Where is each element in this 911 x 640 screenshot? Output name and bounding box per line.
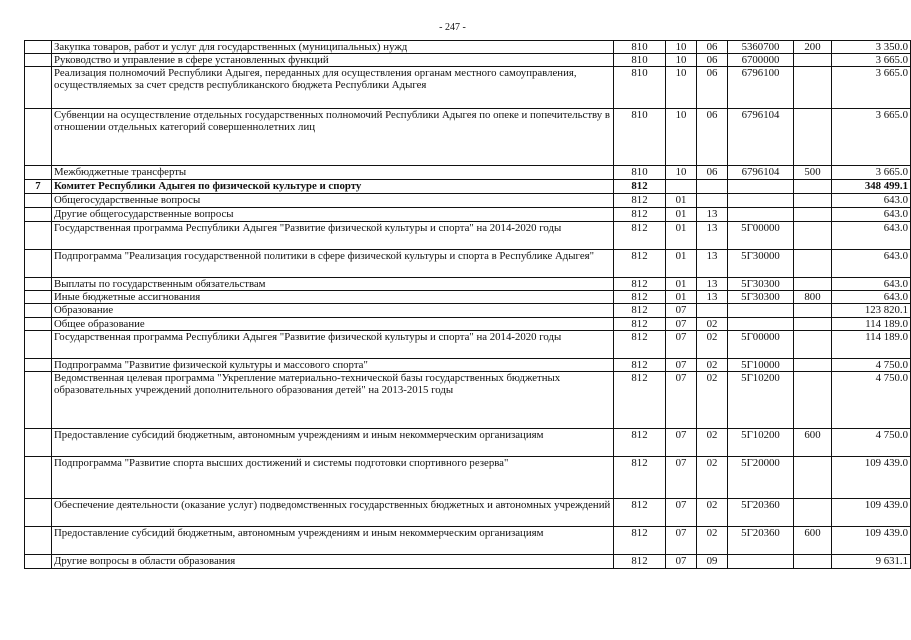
amount: 643.0 [832,278,911,291]
ministry-code: 812 [614,499,666,527]
subsection-code: 13 [697,222,728,250]
expense-type-code [794,457,832,499]
table-row [25,180,911,194]
subsection-code: 13 [697,291,728,304]
row-number [25,372,52,429]
expense-type-code: 600 [794,429,832,457]
row-number [25,67,52,109]
expense-type-code [794,194,832,208]
expense-type-code [794,54,832,67]
row-number [25,194,52,208]
target-article-code: 5Г10200 [728,372,794,429]
page-number: - 247 - [439,22,466,33]
table-row [25,359,911,372]
expense-type-code [794,180,832,194]
row-name: Ведомственная целевая программа "Укрепление материально-технической базы государственных бюджетных образовательных учреждений дополнительного образования детей" на 2013-2015 годы [52,372,614,429]
row-name: Руководство и управление в сфере установленных функций [52,54,614,67]
row-number [25,457,52,499]
amount: 3 665.0 [832,109,911,166]
subsection-code: 13 [697,278,728,291]
ministry-code: 810 [614,166,666,180]
row-number [25,555,52,569]
row-name: Предоставление субсидий бюджетным, автономным учреждениям и иным некоммерческим организациям [52,527,614,555]
row-name: Подпрограмма "Развитие физической культуры и массового спорта" [52,359,614,372]
expense-type-code [794,331,832,359]
target-article-code: 6796100 [728,67,794,109]
subsection-code: 13 [697,250,728,278]
row-number [25,222,52,250]
table-row [25,555,911,569]
ministry-code: 810 [614,67,666,109]
section-code: 07 [666,359,697,372]
row-name: Субвенции на осуществление отдельных государственных полномочий Республики Адыгея по опеке и попечительству в отношении отдельных категорий совершеннолетних лиц [52,109,614,166]
expense-type-code [794,372,832,429]
subsection-code: 02 [697,318,728,331]
row-name: Межбюджетные трансферты [52,166,614,180]
ministry-code: 810 [614,54,666,67]
amount: 3 350.0 [832,41,911,54]
expense-type-code: 600 [794,527,832,555]
target-article-code: 5Г00000 [728,222,794,250]
amount: 643.0 [832,208,911,222]
amount: 643.0 [832,291,911,304]
row-name: Государственная программа Республики Адыгея "Развитие физической культуры и спорта" на 2014-2020 годы [52,222,614,250]
table-row [25,67,911,109]
table-row [25,291,911,304]
expense-type-code [794,318,832,331]
section-code: 07 [666,331,697,359]
target-article-code: 5Г30300 [728,278,794,291]
target-article-code: 6700000 [728,54,794,67]
ministry-code: 812 [614,180,666,194]
amount: 4 750.0 [832,429,911,457]
expense-type-code [794,304,832,318]
amount: 3 665.0 [832,166,911,180]
ministry-code: 812 [614,208,666,222]
ministry-code: 812 [614,372,666,429]
table-row [25,527,911,555]
expense-type-code: 500 [794,166,832,180]
row-name: Общее образование [52,318,614,331]
table-row [25,222,911,250]
row-name: Подпрограмма "Развитие спорта высших достижений и системы подготовки спортивного резерва" [52,457,614,499]
row-name: Реализация полномочий Республики Адыгея, переданных для осуществления органам местного самоуправления, осуществляемых за счет средств республиканского бюджета Республики Адыгея [52,67,614,109]
expense-type-code [794,250,832,278]
section-code: 10 [666,109,697,166]
row-name: Закупка товаров, работ и услуг для государственных (муниципальных) нужд [52,41,614,54]
row-number [25,499,52,527]
section-code: 07 [666,457,697,499]
target-article-code: 5Г20360 [728,527,794,555]
subsection-code [697,304,728,318]
ministry-code: 812 [614,194,666,208]
expense-type-code [794,67,832,109]
target-article-code: 5Г10200 [728,429,794,457]
target-article-code [728,318,794,331]
target-article-code [728,304,794,318]
target-article-code [728,180,794,194]
target-article-code [728,194,794,208]
section-code: 10 [666,67,697,109]
amount: 348 499.1 [832,180,911,194]
row-number [25,291,52,304]
section-code: 07 [666,372,697,429]
subsection-code: 02 [697,429,728,457]
subsection-code [697,180,728,194]
section-code [666,180,697,194]
section-code: 01 [666,291,697,304]
amount: 123 820.1 [832,304,911,318]
budget-table [24,40,911,569]
row-number [25,54,52,67]
target-article-code: 5Г30300 [728,291,794,304]
ministry-code: 812 [614,457,666,499]
amount: 109 439.0 [832,527,911,555]
row-number [25,208,52,222]
target-article-code: 5Г30000 [728,250,794,278]
ministry-code: 812 [614,318,666,331]
row-number [25,109,52,166]
row-name: Образование [52,304,614,318]
expense-type-code [794,555,832,569]
subsection-code: 02 [697,527,728,555]
section-code: 01 [666,222,697,250]
section-code: 10 [666,41,697,54]
target-article-code: 6796104 [728,166,794,180]
ministry-code: 812 [614,304,666,318]
amount: 109 439.0 [832,457,911,499]
table-row [25,318,911,331]
ministry-code: 810 [614,109,666,166]
amount: 114 189.0 [832,318,911,331]
section-code: 07 [666,555,697,569]
table-row [25,166,911,180]
target-article-code: 5Г00000 [728,331,794,359]
ministry-code: 812 [614,555,666,569]
row-number [25,304,52,318]
expense-type-code [794,208,832,222]
row-number [25,250,52,278]
subsection-code: 09 [697,555,728,569]
subsection-code: 06 [697,109,728,166]
section-code: 07 [666,429,697,457]
ministry-code: 812 [614,291,666,304]
ministry-code: 812 [614,250,666,278]
target-article-code: 5360700 [728,41,794,54]
section-code: 01 [666,250,697,278]
section-code: 10 [666,166,697,180]
ministry-code: 812 [614,359,666,372]
ministry-code: 812 [614,527,666,555]
row-number [25,331,52,359]
amount: 643.0 [832,250,911,278]
table-row [25,304,911,318]
row-number [25,359,52,372]
amount: 9 631.1 [832,555,911,569]
table-row [25,429,911,457]
expense-type-code [794,278,832,291]
amount: 3 665.0 [832,67,911,109]
ministry-code: 812 [614,331,666,359]
expense-type-code: 200 [794,41,832,54]
table-row [25,331,911,359]
expense-type-code: 800 [794,291,832,304]
row-name: Другие общегосударственные вопросы [52,208,614,222]
row-number [25,429,52,457]
section-code: 01 [666,208,697,222]
subsection-code [697,194,728,208]
target-article-code: 6796104 [728,109,794,166]
subsection-code: 06 [697,54,728,67]
row-name: Государственная программа Республики Адыгея "Развитие физической культуры и спорта" на 2014-2020 годы [52,331,614,359]
table-row [25,194,911,208]
row-name: Предоставление субсидий бюджетным, автономным учреждениям и иным некоммерческим организациям [52,429,614,457]
table-row [25,41,911,54]
row-number [25,527,52,555]
ministry-code: 812 [614,222,666,250]
amount: 643.0 [832,222,911,250]
section-code: 07 [666,318,697,331]
expense-type-code [794,109,832,166]
amount: 3 665.0 [832,54,911,67]
row-name: Обеспечение деятельности (оказание услуг) подведомственных государственных бюджетных и автономных учреждений [52,499,614,527]
expense-type-code [794,499,832,527]
amount: 4 750.0 [832,372,911,429]
section-code: 07 [666,304,697,318]
row-name: Иные бюджетные ассигнования [52,291,614,304]
section-code: 07 [666,527,697,555]
table-row [25,54,911,67]
subsection-code: 02 [697,372,728,429]
ministry-code: 812 [614,278,666,291]
table-row [25,457,911,499]
ministry-code: 812 [614,429,666,457]
amount: 109 439.0 [832,499,911,527]
target-article-code [728,555,794,569]
ministry-code: 810 [614,41,666,54]
expense-type-code [794,222,832,250]
expense-type-code [794,359,832,372]
subsection-code: 02 [697,359,728,372]
subsection-code: 06 [697,41,728,54]
row-number [25,166,52,180]
row-number [25,318,52,331]
section-code: 01 [666,194,697,208]
subsection-code: 02 [697,457,728,499]
row-name: Комитет Республики Адыгея по физической культуре и спорту [52,180,614,194]
row-name: Подпрограмма "Реализация государственной политики в сфере физической культуры и спорта в Республике Адыгея" [52,250,614,278]
target-article-code: 5Г20000 [728,457,794,499]
row-name: Выплаты по государственным обязательствам [52,278,614,291]
amount: 114 189.0 [832,331,911,359]
target-article-code: 5Г20360 [728,499,794,527]
subsection-code: 02 [697,331,728,359]
subsection-code: 06 [697,166,728,180]
target-article-code: 5Г10000 [728,359,794,372]
row-number [25,41,52,54]
row-number: 7 [25,180,52,194]
subsection-code: 06 [697,67,728,109]
row-name: Общегосударственные вопросы [52,194,614,208]
table-row [25,109,911,166]
section-code: 01 [666,278,697,291]
section-code: 07 [666,499,697,527]
row-number [25,278,52,291]
table-row [25,499,911,527]
table-row [25,250,911,278]
section-code: 10 [666,54,697,67]
table-row [25,208,911,222]
table-row [25,372,911,429]
subsection-code: 02 [697,499,728,527]
subsection-code: 13 [697,208,728,222]
table-row [25,278,911,291]
target-article-code [728,208,794,222]
amount: 4 750.0 [832,359,911,372]
row-name: Другие вопросы в области образования [52,555,614,569]
amount: 643.0 [832,194,911,208]
